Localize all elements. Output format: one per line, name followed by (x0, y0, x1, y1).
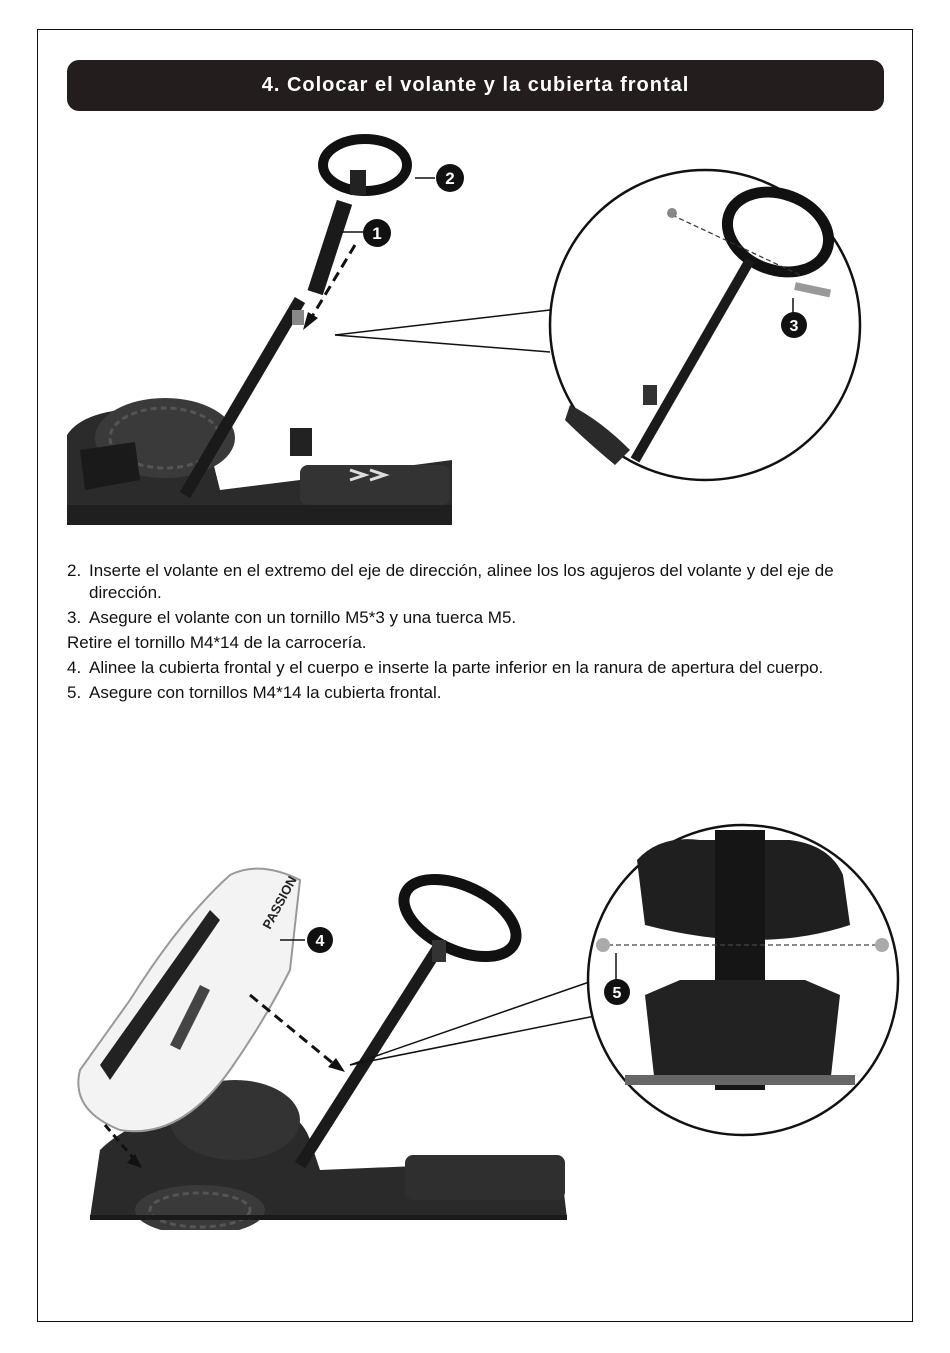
instruction-step-5 (67, 682, 885, 704)
instruction-step-3 (67, 607, 885, 629)
step-text: Inserte el volante en el extremo del eje de dirección, alinee los los agujeros del volante y del eje de dirección. (89, 561, 834, 602)
callout-5 (604, 979, 630, 1005)
instruction-step-4 (67, 657, 885, 679)
detail-zoom-circle (550, 170, 860, 480)
callout-4 (307, 927, 333, 953)
instruction-note (67, 632, 885, 654)
svg-text:1: 1 (372, 224, 382, 243)
svg-text:2: 2 (445, 169, 455, 188)
step-text: Asegure con tornillos M4*14 la cubierta frontal. (89, 683, 442, 702)
step-text: Retire el tornillo M4*14 de la carrocería. (67, 633, 367, 652)
callout-2 (436, 164, 464, 192)
instruction-step-2 (67, 560, 885, 604)
callout-1 (363, 219, 391, 247)
step-text: Alinee la cubierta frontal y el cuerpo e inserte la parte inferior en la ranura de apertura del cuerpo. (89, 658, 824, 677)
svg-text:4: 4 (315, 933, 325, 950)
instruction-list (67, 560, 885, 707)
detail-zoom-circle-bottom (588, 825, 898, 1135)
step-number: 2. (67, 561, 82, 580)
steering-assembly-illustration (60, 120, 880, 540)
step-number: 3. (67, 608, 82, 627)
step-number: 5. (67, 683, 82, 702)
front-cover-illustration (60, 820, 900, 1230)
steering-column-bottom (300, 864, 528, 1165)
kart-body-top (67, 398, 452, 525)
section-title-bar (67, 60, 884, 111)
svg-text:3: 3 (789, 318, 799, 335)
section-title: 4. Colocar el volante y la cubierta frontal (261, 74, 690, 96)
step-text: Asegure el volante con un tornillo M5*3 y una tuerca M5. (89, 608, 517, 627)
svg-text:5: 5 (612, 985, 622, 1002)
cover-arrow-1 (250, 995, 335, 1065)
callout-3 (781, 312, 807, 338)
step-number: 4. (67, 658, 82, 677)
brand-label: PASSION (259, 873, 300, 932)
